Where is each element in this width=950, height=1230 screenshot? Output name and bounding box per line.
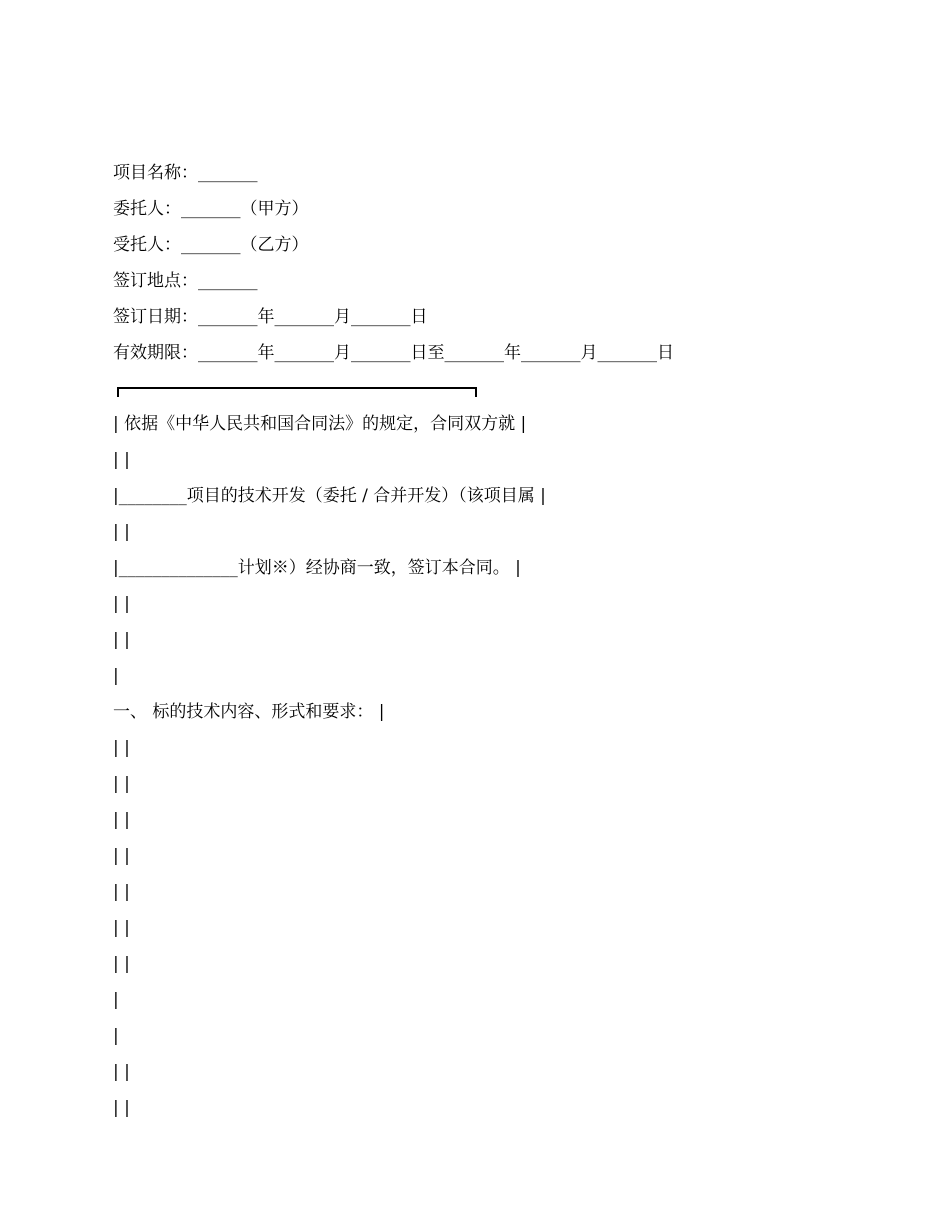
- box-border-line: |: [113, 1026, 119, 1046]
- box-border-line: | |: [113, 738, 130, 758]
- box-border-line: | |: [113, 1098, 130, 1118]
- box-border-line: | |: [113, 630, 130, 650]
- box-border-line: | |: [113, 882, 130, 902]
- box-border-line: | |: [113, 918, 130, 938]
- box-border-line: |: [113, 666, 119, 686]
- box-top-border: [117, 387, 477, 397]
- signing-place-field: 签订地点：_______: [113, 271, 258, 291]
- box-border-line: | |: [113, 810, 130, 830]
- box-border-line: | |: [113, 450, 130, 470]
- box-border-line: | |: [113, 846, 130, 866]
- box-border-line: | |: [113, 774, 130, 794]
- validity-period-field: 有效期限：_______年_______月_______日至_______年_______月_______日: [113, 343, 674, 363]
- section-heading: 一、 标的技术内容、形式和要求： |: [113, 702, 385, 722]
- box-text-line: | 依据《中华人民共和国合同法》的规定，合同双方就 |: [113, 414, 527, 434]
- client-party-a-field: 委托人：_______（甲方）: [113, 199, 309, 219]
- box-border-line: | |: [113, 594, 130, 614]
- box-border-line: | |: [113, 1062, 130, 1082]
- box-border-line: | |: [113, 954, 130, 974]
- trustee-party-b-field: 受托人：_______（乙方）: [113, 235, 309, 255]
- box-border-line: | |: [113, 522, 130, 542]
- project-name-field: 项目名称：_______: [113, 163, 258, 183]
- signing-date-field: 签订日期：_______年_______月_______日: [113, 307, 428, 327]
- box-border-line: |: [113, 990, 119, 1010]
- box-text-line: |________项目的技术开发（委托 / 合并开发）（该项目属 |: [113, 486, 546, 506]
- box-text-line: |______________计划※）经协商一致，签订本合同。 |: [113, 558, 521, 578]
